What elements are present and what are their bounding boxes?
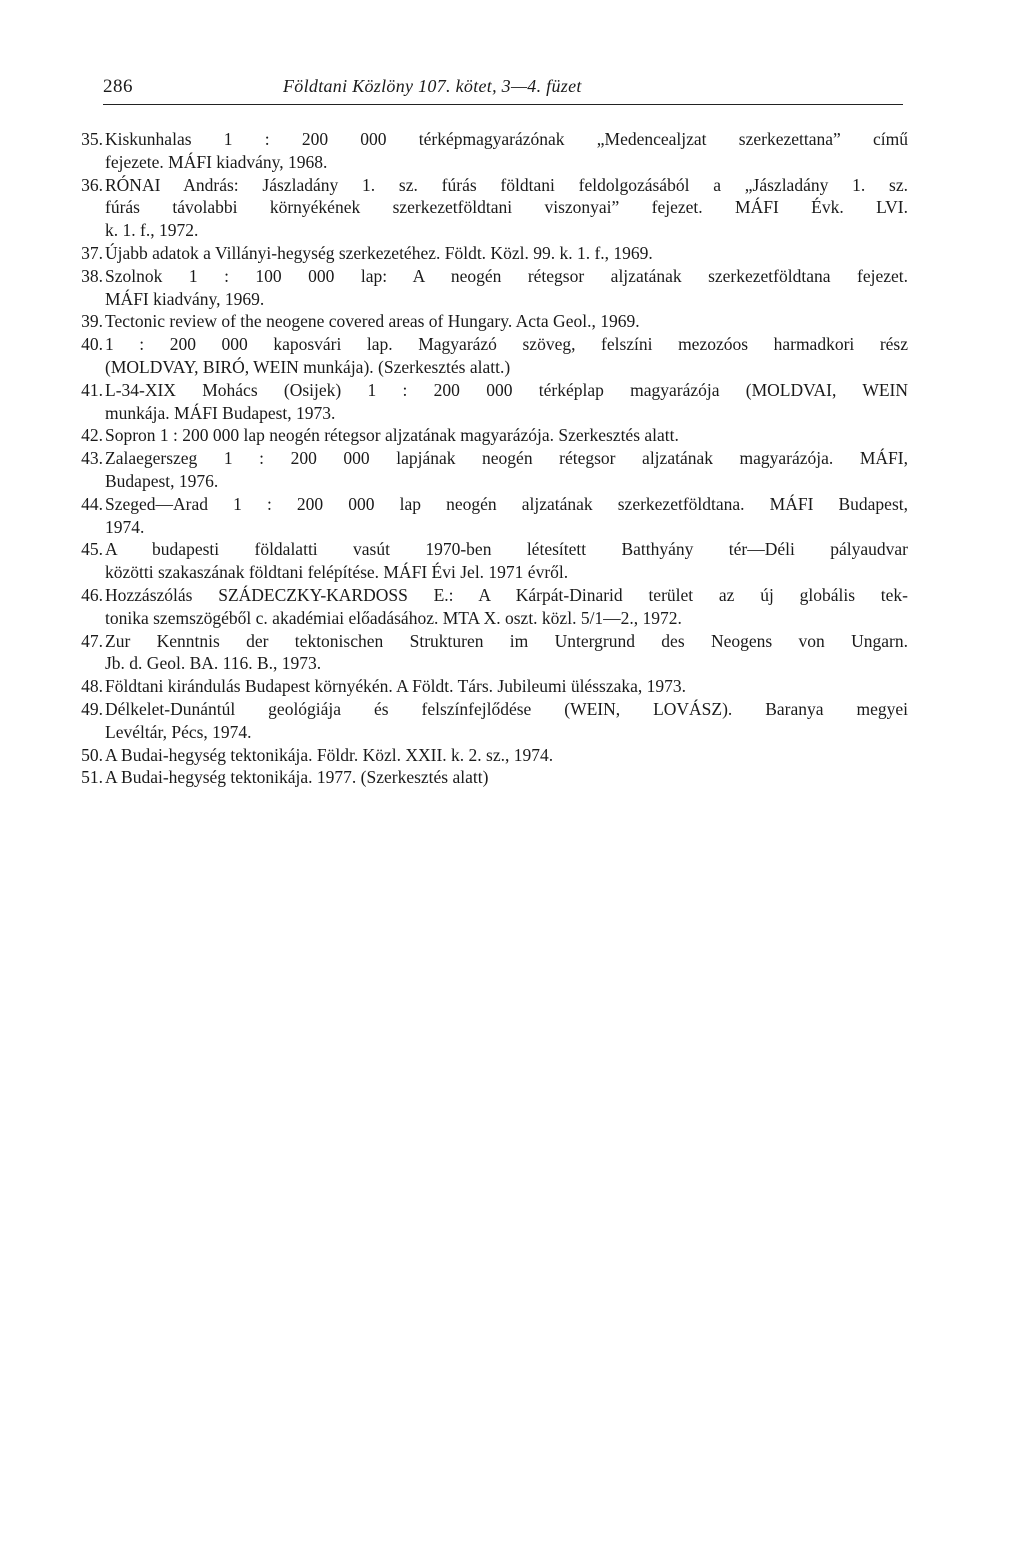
reference-text: [105, 333, 908, 379]
reference-item: [72, 744, 908, 767]
reference-number: 43.: [81, 448, 103, 469]
reference-number: 37.: [81, 242, 103, 263]
reference-line: Szeged—Arad 1 : 200 000 lap neogén aljzatának szerkezetföldtana. MÁFI Budapest,: [105, 493, 908, 514]
reference-number: 46.: [81, 584, 103, 605]
reference-number: 44.: [81, 493, 103, 514]
reference-item: [72, 310, 908, 333]
reference-item: [72, 584, 908, 630]
reference-item: [72, 379, 908, 425]
reference-number: 36.: [81, 174, 103, 195]
reference-line: közötti szakaszának földtani felépítése. MÁFI Évi Jel. 1971 évről.: [105, 562, 569, 583]
reference-text: [105, 310, 908, 333]
reference-line: Hozzászólás SZÁDECZKY-KARDOSS E.: A Kárpát-Dinarid terület az új globális tek-: [105, 584, 908, 605]
reference-item: [72, 766, 908, 789]
reference-number: 39.: [81, 311, 103, 332]
reference-number: 35.: [81, 129, 103, 149]
reference-number: 42.: [81, 425, 103, 446]
reference-item: [72, 333, 908, 379]
reference-line: Jb. d. Geol. BA. 116. B., 1973.: [105, 653, 322, 674]
reference-line: (MOLDVAY, BIRÓ, WEIN munkája). (Szerkesztés alatt.): [105, 356, 511, 377]
reference-line: Tectonic review of the neogene covered areas of Hungary. Acta Geol., 1969.: [105, 311, 640, 332]
reference-item: [72, 242, 908, 265]
reference-line: munkája. MÁFI Budapest, 1973.: [105, 402, 336, 423]
reference-item: [72, 538, 908, 584]
reference-text: [105, 584, 908, 630]
reference-text: [105, 379, 908, 425]
reference-line: k. 1. f., 1972.: [105, 220, 199, 241]
page-header: [103, 72, 903, 105]
reference-line: Zur Kenntnis der tektonischen Strukturen im Untergrund des Neogens von Ungarn.: [105, 630, 908, 651]
reference-text: [105, 698, 908, 744]
reference-number: 41.: [81, 379, 103, 400]
reference-item: [72, 174, 908, 242]
reference-line: Délkelet-Dunántúl geológiája és felszínfejlődése (WEIN, LOVÁSZ). Baranya megyei: [105, 698, 908, 719]
reference-line: L-34-XIX Mohács (Osijek) 1 : 200 000 térképlap magyarázója (MOLDVAI, WEIN: [105, 379, 908, 400]
reference-text: [105, 128, 908, 174]
reference-line: RÓNAI András: Jászladány 1. sz. fúrás földtani feldolgozásából a „Jászladány 1. sz.: [105, 174, 908, 195]
reference-item: [72, 630, 908, 676]
reference-number: 51.: [81, 767, 103, 788]
reference-line: tonika szemszögéből c. akadémiai előadásához. MTA X. oszt. közl. 5/1—2., 1972.: [105, 607, 682, 628]
reference-text: [105, 744, 908, 767]
reference-line: Zalaegerszeg 1 : 200 000 lapjának neogén rétegsor aljzatának magyarázója. MÁFI,: [105, 448, 908, 469]
reference-number: 48.: [81, 676, 103, 697]
reference-text: [105, 424, 908, 447]
reference-item: [72, 698, 908, 744]
reference-number: 40.: [81, 334, 103, 355]
reference-line: Földtani kirándulás Budapest környékén. A Földt. Társ. Jubileumi ülésszaka, 1973.: [105, 676, 686, 697]
reference-text: [105, 242, 908, 265]
reference-text: [105, 766, 908, 789]
reference-number: 45.: [81, 539, 103, 560]
reference-text: [105, 447, 908, 493]
reference-text: [105, 675, 908, 698]
reference-item: [72, 675, 908, 698]
reference-number: 38.: [81, 265, 103, 286]
reference-line: Levéltár, Pécs, 1974.: [105, 721, 252, 742]
reference-text: [105, 493, 908, 539]
reference-line: 1974.: [105, 516, 145, 537]
running-title: Földtani Közlöny 107. kötet, 3—4. füzet: [283, 76, 582, 96]
reference-number: 47.: [81, 630, 103, 651]
reference-number: 50.: [81, 744, 103, 765]
reference-line: A budapesti földalatti vasút 1970-ben létesített Batthyány tér—Déli pályaudvar: [105, 539, 908, 560]
reference-line: fúrás távolabbi környékének szerkezetföldtani viszonyai” fejezet. MÁFI Évk. LVI.: [105, 197, 908, 218]
reference-line: MÁFI kiadvány, 1969.: [105, 288, 265, 309]
reference-line: A Budai-hegység tektonikája. Földr. Közl. XXII. k. 2. sz., 1974.: [105, 744, 554, 765]
reference-list: [72, 128, 908, 789]
reference-line: Budapest, 1976.: [105, 470, 219, 491]
reference-text: [105, 174, 908, 242]
reference-text: [105, 265, 908, 311]
page-number: 286: [103, 76, 133, 97]
reference-line: Kiskunhalas 1 : 200 000 térképmagyarázónak „Medencealjzat szerkezettana” című: [105, 129, 908, 149]
reference-line: Újabb adatok a Villányi-hegység szerkezetéhez. Földt. Közl. 99. k. 1. f., 1969.: [105, 242, 653, 263]
reference-text: [105, 630, 908, 676]
reference-item: [72, 265, 908, 311]
reference-line: Szolnok 1 : 100 000 lap: A neogén rétegsor aljzatának szerkezetföldtana fejezet.: [105, 265, 908, 286]
reference-item: [72, 128, 908, 174]
reference-item: [72, 493, 908, 539]
reference-line: A Budai-hegység tektonikája. 1977. (Szerkesztés alatt): [105, 767, 489, 788]
reference-line: 1 : 200 000 kaposvári lap. Magyarázó szöveg, felszíni mezozóos harmadkori rész: [105, 334, 908, 355]
reference-text: [105, 538, 908, 584]
reference-number: 49.: [81, 698, 103, 719]
reference-line: Sopron 1 : 200 000 lap neogén rétegsor aljzatának magyarázója. Szerkesztés alatt.: [105, 425, 679, 446]
reference-item: [72, 447, 908, 493]
reference-item: [72, 424, 908, 447]
reference-line: fejezete. MÁFI kiadvány, 1968.: [105, 151, 328, 172]
